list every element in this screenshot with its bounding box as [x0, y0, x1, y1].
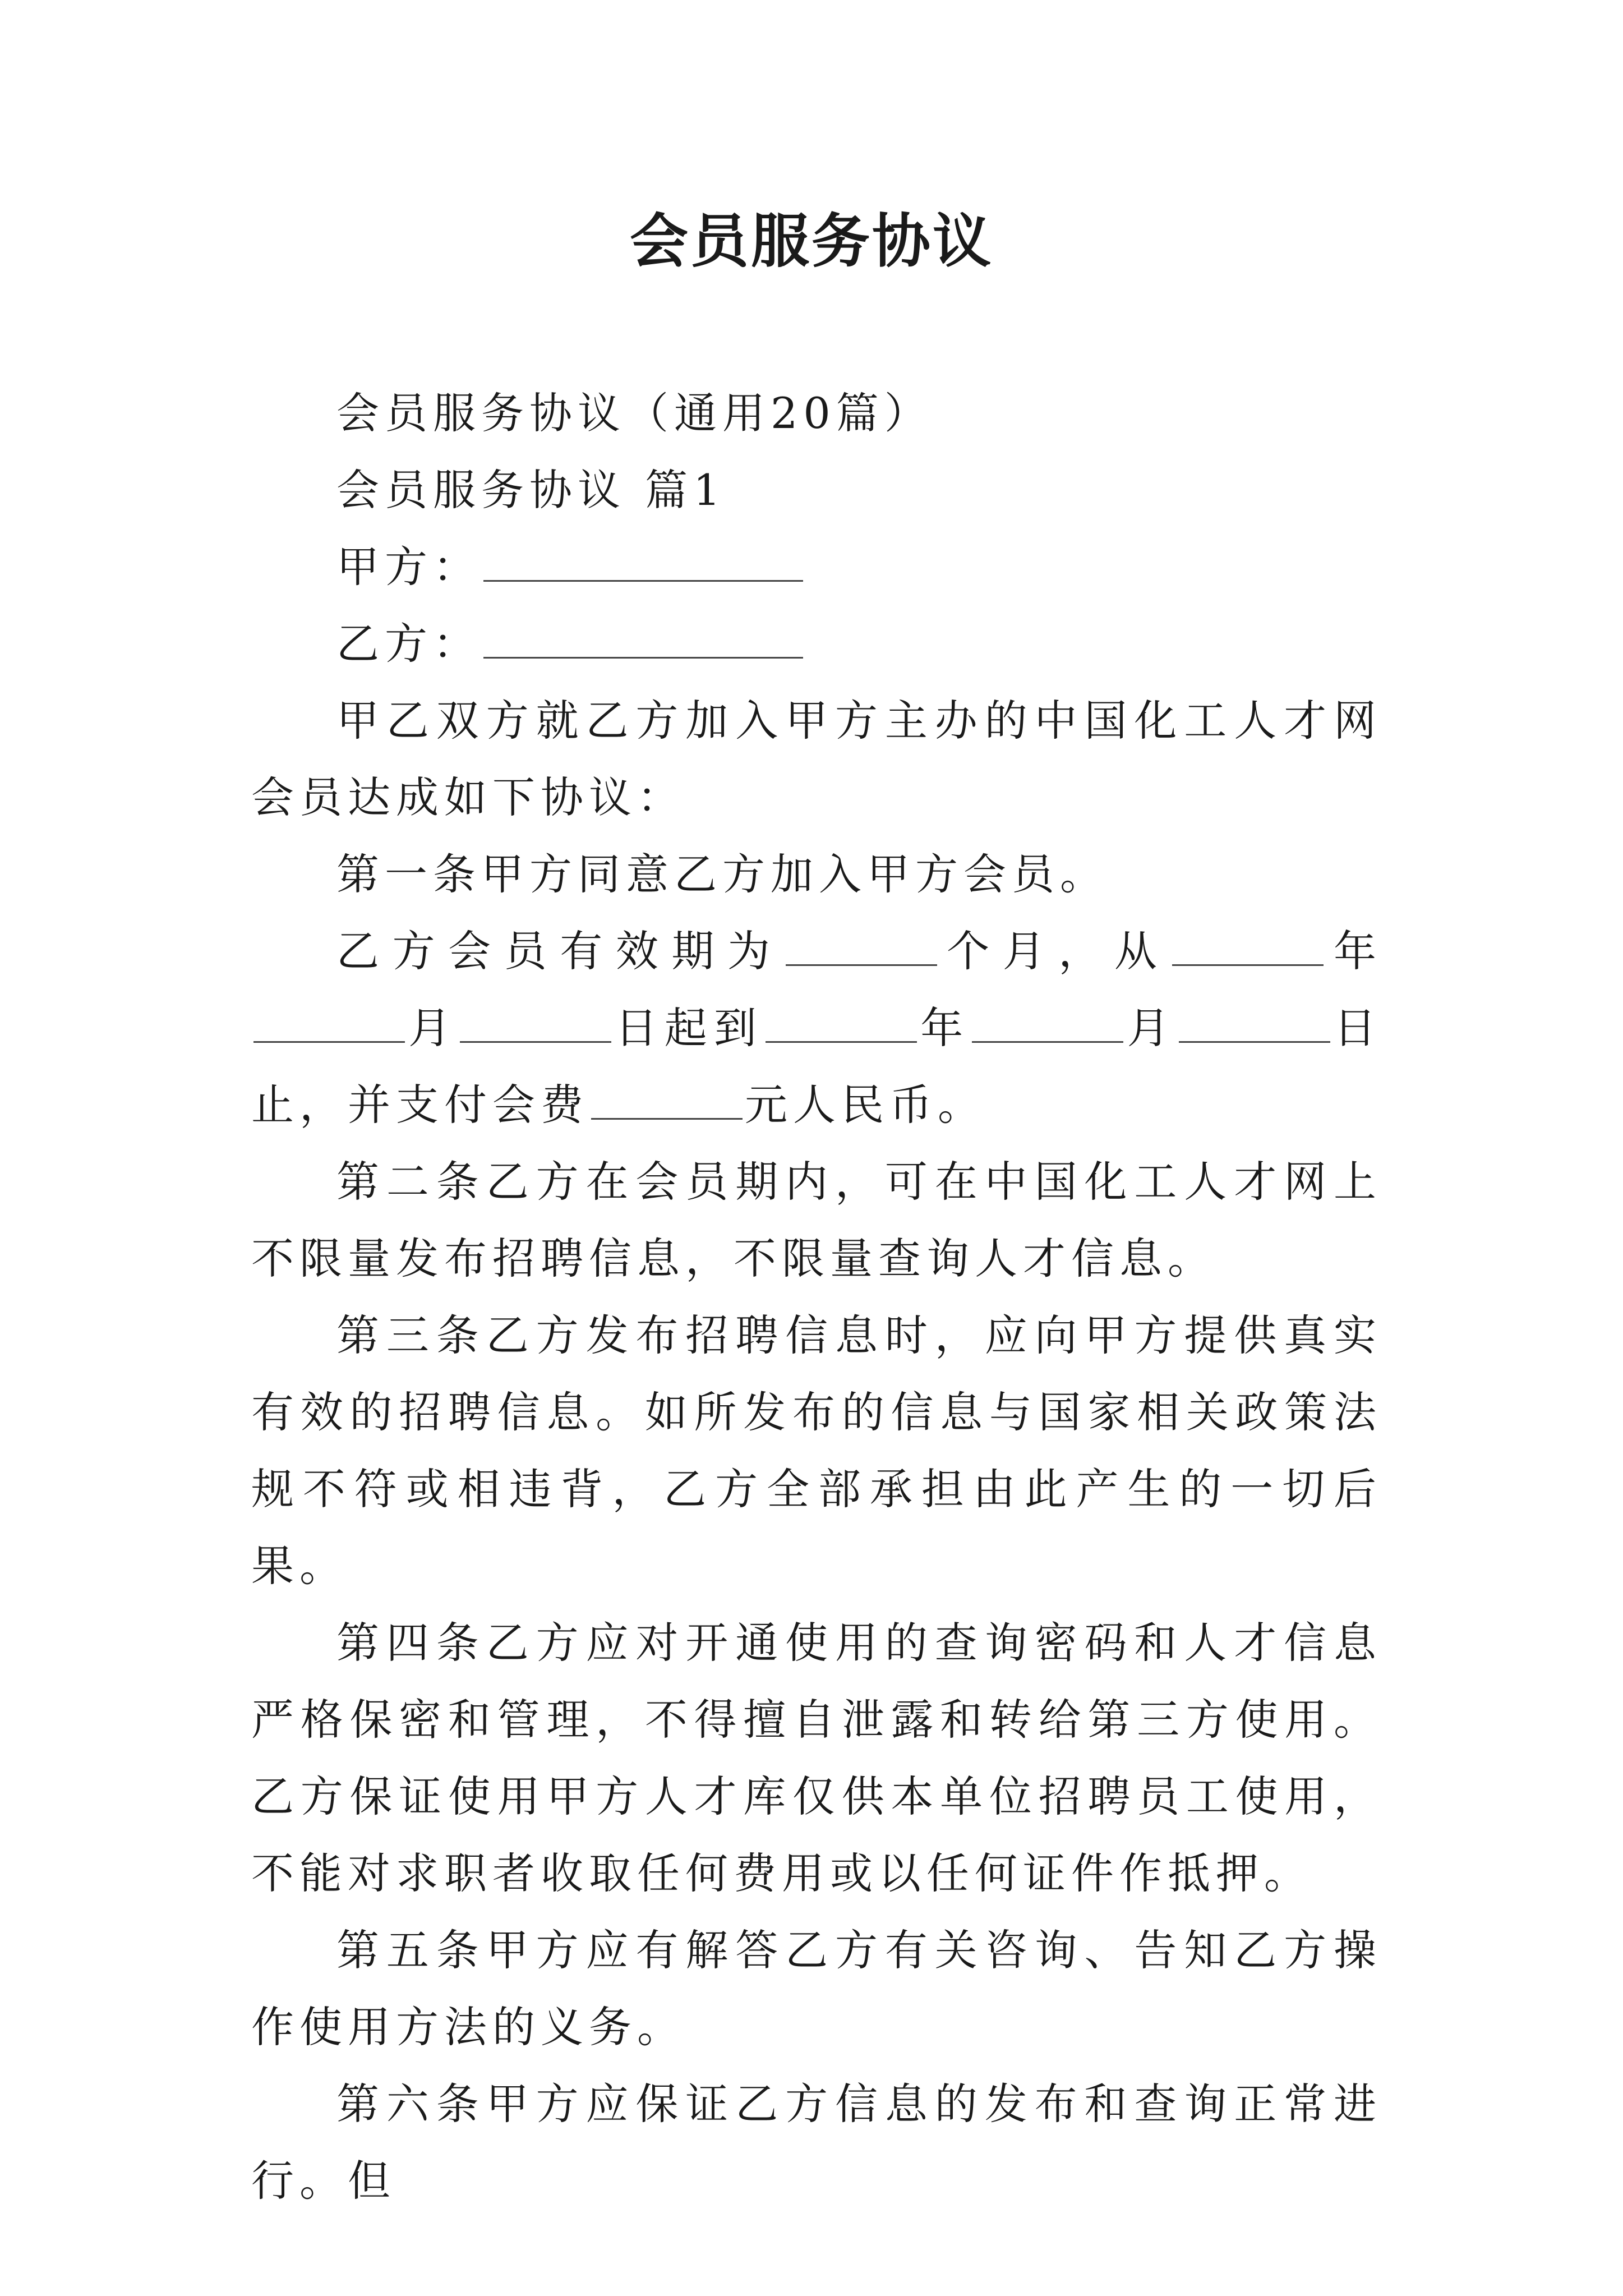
article-6: 第六条甲方应保证乙方信息的发布和查询正常进行。但	[251, 2079, 1382, 2206]
article-4: 第四条乙方应对开通使用的查询密码和人才信息严格保密和管理，不得擅自泄露和转给第三方使用。乙方保证使用甲方人才库仅供本单位招聘员工使用，不能对求职者收取任何费用或以任何证件作抵押。	[251, 1618, 1382, 1898]
validity-text-7: 月	[1126, 1003, 1177, 1053]
party-b-line	[251, 605, 1382, 682]
validity-text-9: 元人民币。	[745, 1080, 986, 1130]
party-a-line	[251, 528, 1382, 605]
article-3: 第三条乙方发布招聘信息时，应向甲方提供真实有效的招聘信息。如所发布的信息与国家相关政策法规不符或相违背，乙方全部承担由此产生的一切后果。	[251, 1310, 1382, 1591]
start-year-blank	[1172, 925, 1324, 966]
validity-text-6: 年	[919, 1003, 970, 1053]
start-month-blank	[253, 1002, 405, 1043]
validity-paragraph	[251, 913, 1382, 1143]
months-blank	[786, 925, 937, 966]
party-a-blank	[483, 541, 803, 582]
end-day-blank	[1179, 1002, 1330, 1043]
part-heading: 会员服务协议 篇1	[336, 465, 726, 515]
document-body	[251, 375, 1382, 2219]
validity-text-1: 乙方会员有效期为	[336, 926, 783, 976]
end-year-blank	[766, 1002, 917, 1043]
start-day-blank	[460, 1002, 611, 1043]
validity-text-5: 日起到	[614, 1003, 764, 1053]
validity-text-8: 日止，并支付会费	[251, 1003, 1382, 1130]
party-b-label: 乙方：	[336, 619, 481, 669]
subtitle: 会员服务协议（通用20篇）	[336, 388, 933, 438]
article-5: 第五条甲方应有解答乙方有关咨询、告知乙方操作使用方法的义务。	[251, 1925, 1382, 2052]
validity-text-4: 月	[407, 1003, 458, 1053]
validity-text-3: 年	[1326, 926, 1382, 976]
article-1: 第一条甲方同意乙方加入甲方会员。	[336, 849, 1108, 899]
party-a-label: 甲方：	[336, 542, 481, 592]
document-title: 会员服务协议	[629, 206, 993, 275]
validity-text-2: 个月，从	[939, 926, 1170, 976]
end-month-blank	[972, 1002, 1123, 1043]
fee-blank	[591, 1079, 743, 1120]
intro-paragraph: 甲乙双方就乙方加入甲方主办的中国化工人才网会员达成如下协议：	[251, 696, 1382, 822]
article-2: 第二条乙方在会员期内，可在中国化工人才网上不限量发布招聘信息，不限量查询人才信息。	[251, 1157, 1382, 1283]
party-b-blank	[483, 618, 803, 659]
